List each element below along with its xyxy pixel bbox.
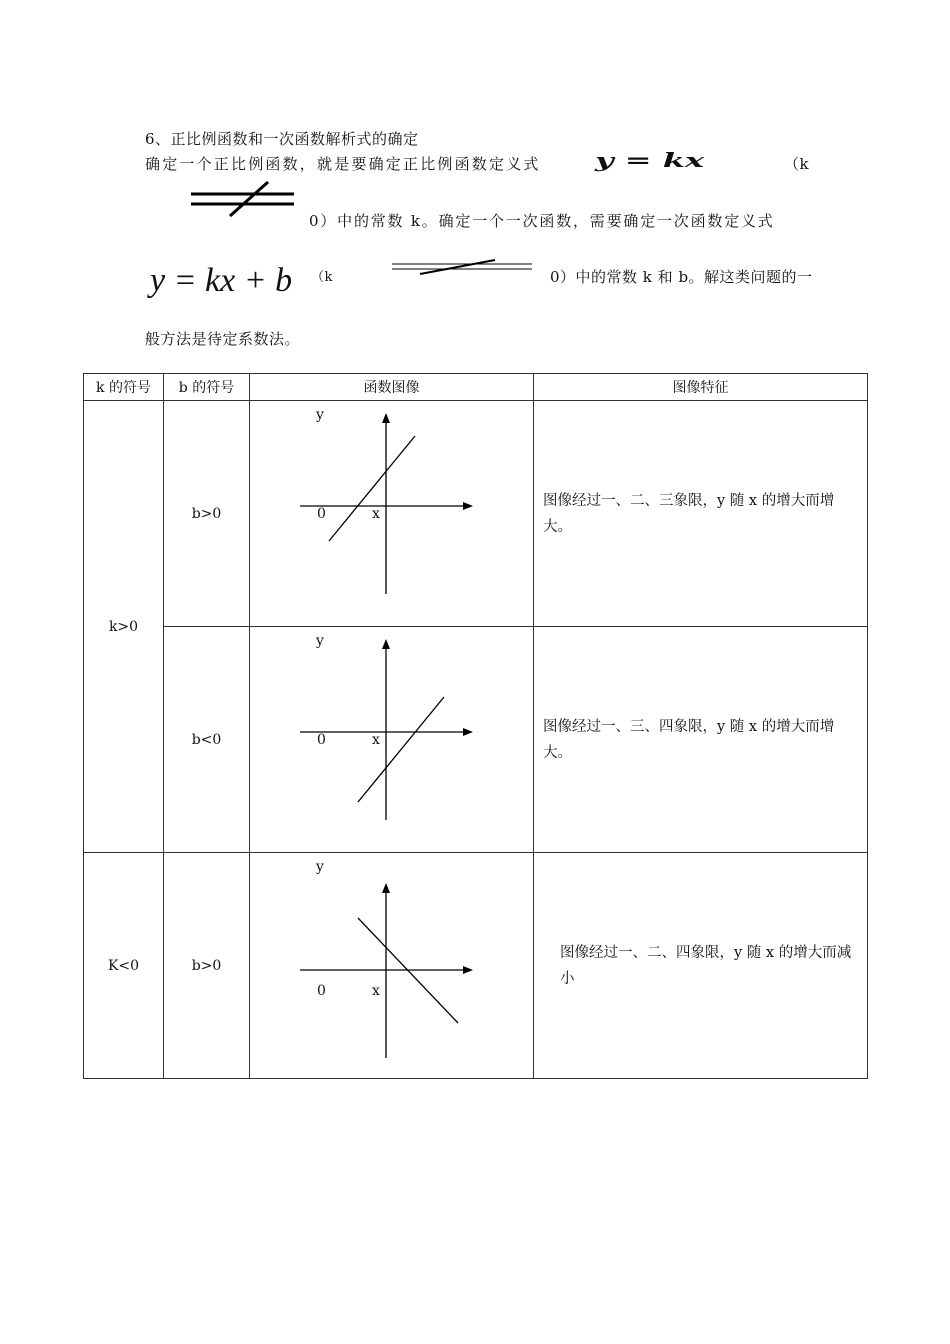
table-row <box>84 853 868 1079</box>
x-label: x <box>372 983 380 999</box>
y-axis-arrow <box>382 639 390 649</box>
table-row <box>84 627 868 853</box>
feature-cell: 图像经过一、三、四象限，y 随 x 的增大而增大。 <box>534 627 868 853</box>
x-axis-arrow <box>463 728 473 736</box>
origin-label: 0 <box>317 732 326 748</box>
y-axis-arrow <box>382 883 390 893</box>
section-heading: 6、正比例函数和一次函数解析式的确定 <box>145 130 419 148</box>
x-label: x <box>372 506 380 522</box>
formula-linear: y = kx + b <box>150 262 293 299</box>
graph-cell <box>250 853 534 1079</box>
origin-label: 0 <box>317 983 326 999</box>
graph-k-neg-b-pos <box>250 853 533 1078</box>
b-sign-cell: b<0 <box>164 627 250 853</box>
paren-k-2: （k <box>311 270 333 285</box>
not-equal-sign-2 <box>390 258 535 278</box>
x-axis-arrow <box>463 502 473 510</box>
y-label: y <box>316 859 324 875</box>
header-b-sign: b 的符号 <box>164 374 250 401</box>
graph-cell <box>250 401 534 627</box>
y-label: y <box>316 407 324 423</box>
k-positive-cell: k>0 <box>84 401 164 853</box>
paren-k-1: （k <box>784 155 810 173</box>
table-header-row <box>84 374 868 401</box>
feature-cell: 图像经过一、二、三象限，y 随 x 的增大而增大。 <box>534 401 868 627</box>
header-graph: 函数图像 <box>250 374 534 401</box>
x-axis-arrow <box>463 966 473 974</box>
feature-cell <box>534 853 868 1079</box>
feature-text: 图像经过一、二、四象限，y 随 x 的增大而减小 <box>560 944 852 987</box>
header-k-sign: k 的符号 <box>84 374 164 401</box>
header-features: 图像特征 <box>534 374 868 401</box>
function-line <box>358 697 444 802</box>
function-line <box>329 436 415 541</box>
not-equal-sign-1 <box>188 180 298 220</box>
b-sign-cell: b>0 <box>164 401 250 627</box>
paragraph-line-2: 0）中的常数 k。确定一个一次函数，需要确定一次函数定义式 <box>309 212 775 230</box>
k-negative-cell: K<0 <box>84 853 164 1079</box>
table-row <box>84 401 868 627</box>
graph-k-pos-b-neg <box>250 627 533 852</box>
paragraph-line-3: 0）中的常数 k 和 b。解这类问题的一 <box>550 268 813 286</box>
x-label: x <box>372 732 380 748</box>
origin-label: 0 <box>317 506 326 522</box>
paragraph-line-1: 确定一个正比例函数，就是要确定正比例函数定义式 <box>145 155 541 173</box>
b-sign-cell: b>0 <box>164 853 250 1079</box>
graph-cell <box>250 627 534 853</box>
y-label: y <box>316 633 324 649</box>
linear-function-table <box>83 373 868 1079</box>
y-axis-arrow <box>382 413 390 423</box>
paragraph-line-4: 般方法是待定系数法。 <box>145 330 301 348</box>
graph-k-pos-b-pos <box>250 401 533 626</box>
formula-proportional: y = kx <box>595 148 704 172</box>
